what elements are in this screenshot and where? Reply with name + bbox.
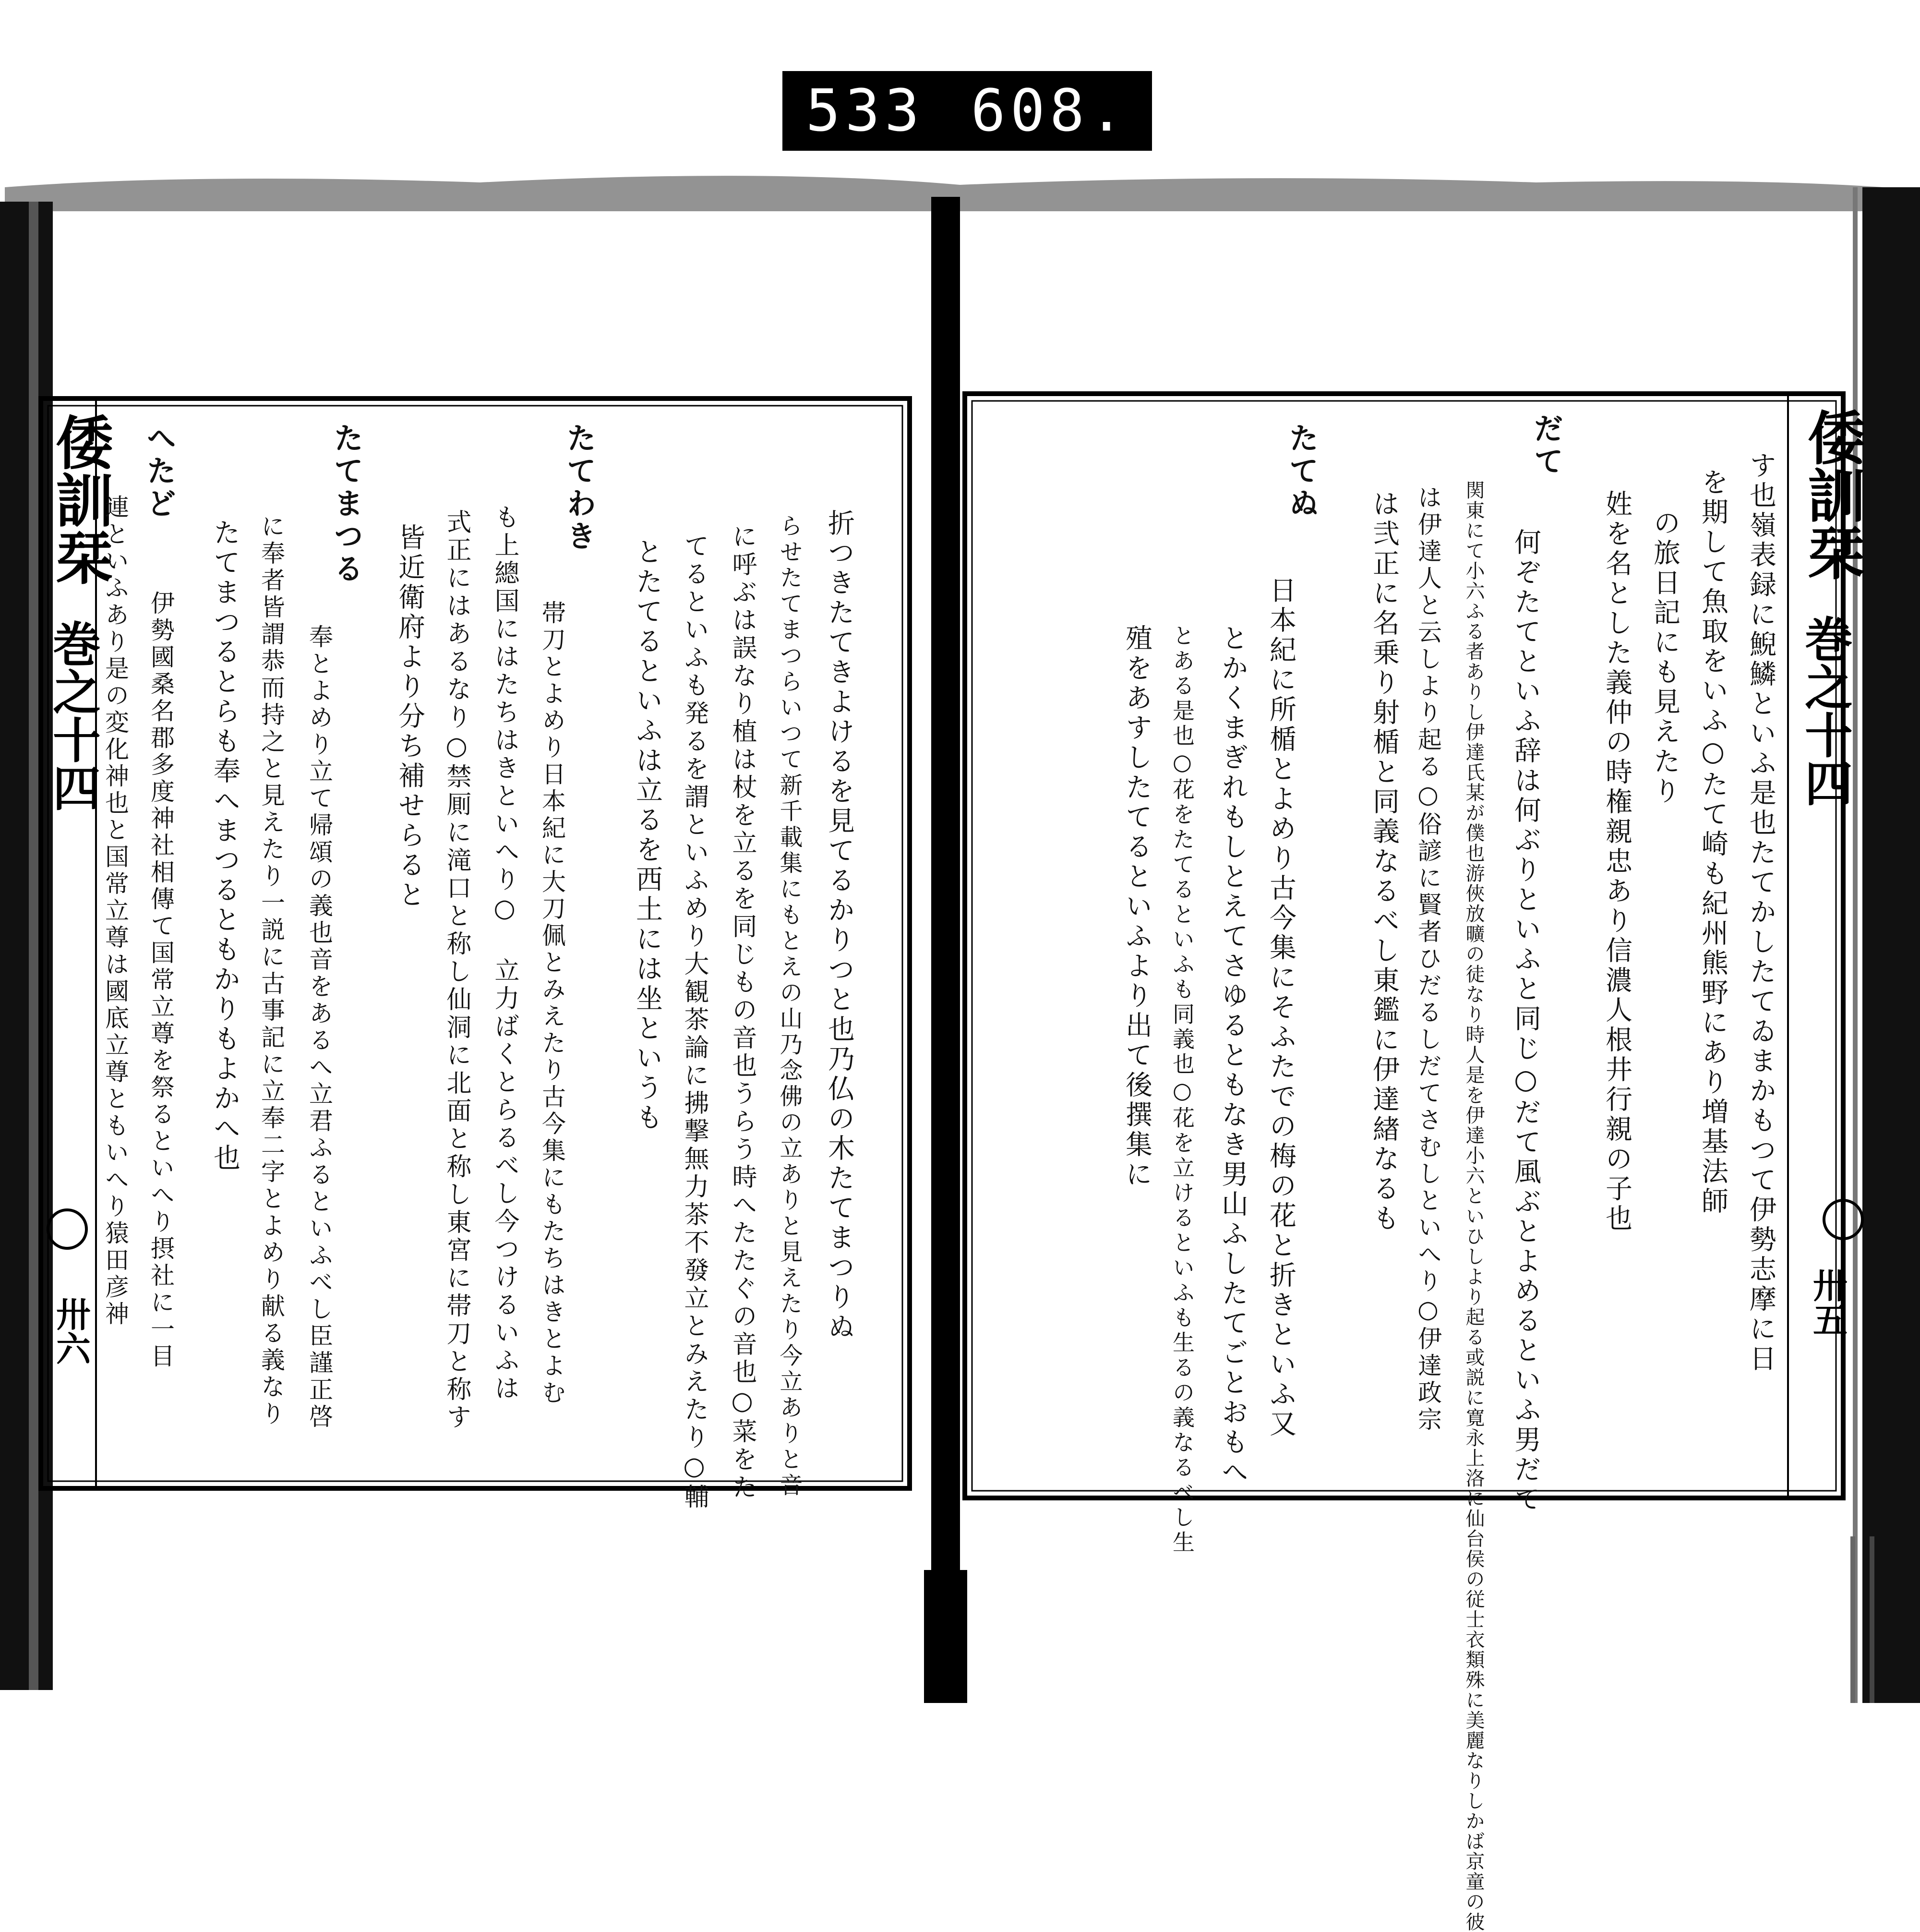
text-column: 何ぞたてといふ辞は何ぶりといふと同じ○だて風ぶとよめるといふ男だて <box>1510 528 1541 1515</box>
left-tab-title: 倭訓栞 <box>46 413 114 586</box>
text-column: 式正にはあるなり○禁厠に滝口と称し仙洞に北面と称し東宮に帯刀と称す <box>442 509 471 1432</box>
text-column: 日本紀に所楯とよめり古今集にそふたでの梅の花と折きといふ又 <box>1265 576 1296 1439</box>
right-tab-title: 倭訓栞 <box>1798 408 1866 581</box>
entry-keyword: たてぬ <box>1284 423 1319 520</box>
text-column: 伊勢國桑名郡多度神社相傳て国常立尊を祭るといへり摂社に一目 <box>147 591 175 1370</box>
text-column: てるといふも発るを謂といふめり大観茶論に拂撃無力茶不發立とみえたり○輔 <box>680 533 708 1511</box>
text-column: 連といふあり是の変化神也と国常立尊は國底立尊ともいへり猿田彦神 <box>101 495 129 1328</box>
text-column: に奉者皆謂恭而持之と見えたり一説に古事記に立奉二字とよめり献る義なり <box>257 514 285 1428</box>
entry-keyword: へたど <box>142 423 177 520</box>
text-column: とある是也○花をたてるといふも同義也○花を立けるといふも生るの義なるべし生 <box>1169 624 1195 1556</box>
text-column: 皆近衛府より分ち補せらると <box>394 523 425 910</box>
text-column: たてまつるとらも奉へまつるともかりもよかへ也 <box>209 519 240 1173</box>
text-column: 関東にて小六ふる者ありし伊達氏某が僕也游俠放曠の徒なり時人是を伊達小六といひしより起る或説に寛永上洛に仙台侯の従士衣類殊に美麗なりしかば京童の彼 <box>1463 480 1485 1932</box>
text-column: 姓を名とした義仲の時権親忠あり信濃人根井行親の子也 <box>1601 490 1632 1234</box>
text-column: とたてるといふは立るを西土には坐というも <box>632 538 663 1133</box>
text-column: は伊達人と云しより起る○俗諺に賢者ひだるしだてさむしといへり○伊達政宗 <box>1414 485 1442 1434</box>
shelf-label-left: 533 <box>805 77 924 145</box>
text-column: 折つきたてきよけるを見てるかりつと也乃仏の木たてまつりぬ <box>824 509 855 1342</box>
text-column: の旅日記にも見えたり <box>1649 509 1680 807</box>
text-column: に呼ぶは誤なり植は杖を立るを同じもの音也うらう時へたたぐの音也○菜をた <box>728 523 756 1502</box>
text-column: とかくまぎれもしとえてさゆるともなき男山ふしたてごとおもへ <box>1217 624 1248 1487</box>
text-column: を期して魚取をいふ○たて崎も紀州熊野にあり増基法師 <box>1697 468 1728 1217</box>
shelf-label <box>782 71 1152 151</box>
left-tab-volume: 巻之十四 <box>45 619 101 811</box>
text-column: は弐正に名乗り射楯と同義なるべし東鑑に伊達緖なるも <box>1368 490 1400 1234</box>
text-column: らせたてまつらいつて新千載集にもとえの山乃念佛の立ありと見えたり今立ありと音 <box>776 514 803 1499</box>
entry-keyword: たてわき <box>562 423 597 553</box>
entry-keyword: だて <box>1529 413 1564 478</box>
entry-keyword: たてまつる <box>329 423 364 586</box>
text-column: 帯刀とよめり日本紀に大刀佩とみえたり古今集にもたちはきとよむ <box>538 600 566 1407</box>
shelf-label-right: 608. <box>971 77 1129 145</box>
text-column: 奉とよめり立て帰頌の義也音をあるへ立君ふるといふべし臣謹正啓 <box>305 624 333 1431</box>
text-column: 殖をあすしたてるといふより出て後撰集に <box>1121 624 1152 1190</box>
text-column: す也嶺表録に鯢鱗といふ是也たてかしたてゐまかもつて伊勢志摩に日 <box>1745 451 1776 1374</box>
right-page-number: 卅五 <box>1807 1268 1848 1337</box>
left-page-number: 卅六 <box>50 1296 91 1365</box>
right-tab-volume: 巻之十四 <box>1797 615 1853 807</box>
text-column: も上總国にはたちはきといへり○ 立力ばくとらるべし今つけるいふは <box>490 504 519 1403</box>
